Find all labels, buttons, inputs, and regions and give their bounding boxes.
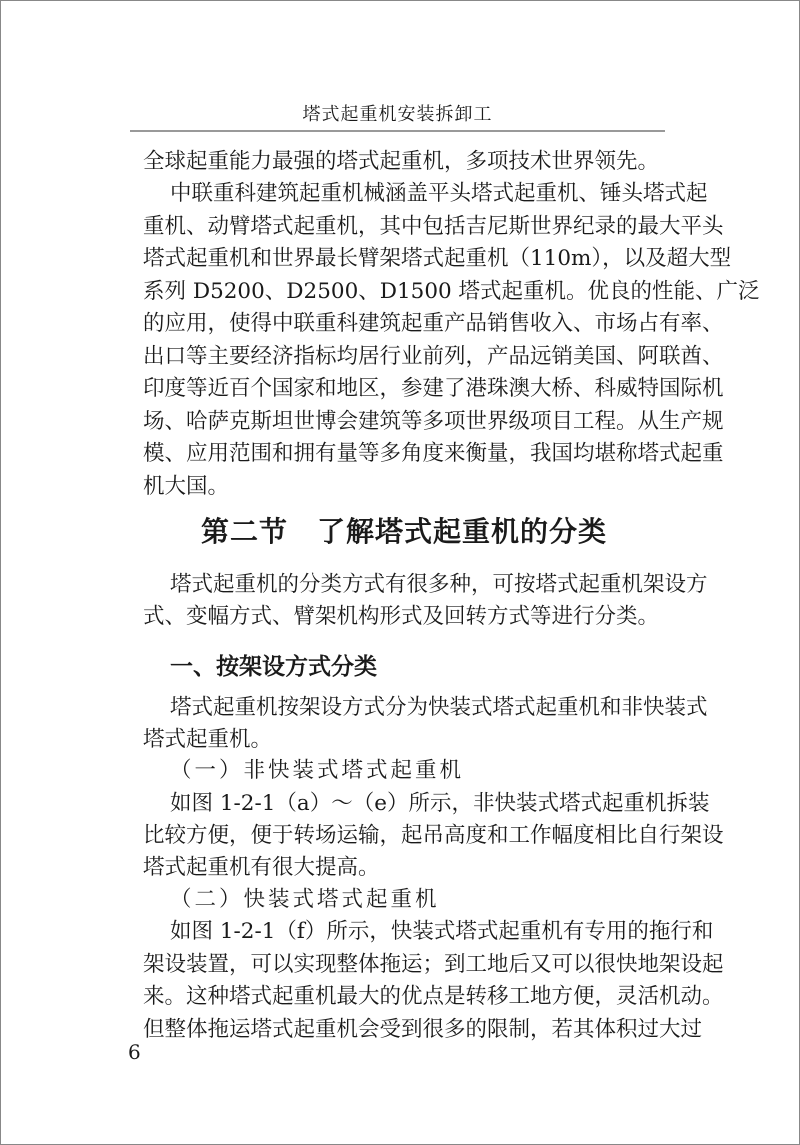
text-line: 印度等近百个国家和地区，参建了港珠澳大桥、科威特国际机 [143, 376, 724, 401]
text-line: 塔式起重机和世界最长臂架塔式起重机（110m），以及超大型 [143, 246, 732, 271]
text-line: 场、哈萨克斯坦世博会建筑等多项世界级项目工程。从生产规 [143, 409, 724, 434]
text-line: 塔式起重机有很大提高。 [143, 855, 380, 880]
text-line: 如图 1-2-1（a）～（e）所示，非快装式塔式起重机拆装 [170, 791, 710, 816]
page-number: 6 [128, 1040, 141, 1064]
text-line: 式、变幅方式、臂架机构形式及回转方式等进行分类。 [143, 604, 660, 629]
header-rule [130, 130, 665, 132]
text-line: 如图 1-2-1（f）所示，快装式塔式起重机有专用的拖行和 [170, 919, 714, 944]
text-line: 的应用，使得中联重科建筑起重产品销售收入、市场占有率、 [143, 311, 724, 336]
text-line: 来。这种塔式起重机最大的优点是转移工地方便，灵活机动。 [143, 984, 724, 1009]
text-line: 但整体拖运塔式起重机会受到很多的限制，若其体积过大过 [143, 1017, 703, 1042]
text-line: 塔式起重机。 [143, 727, 273, 752]
text-line: 全球起重能力最强的塔式起重机，多项技术世界领先。 [143, 149, 660, 174]
item-heading: （二）快装式塔式起重机 [170, 887, 440, 912]
text-line: 中联重科建筑起重机械涵盖平头塔式起重机、锤头塔式起 [170, 181, 708, 206]
subsection-heading: 一、按架设方式分类 [170, 654, 377, 680]
text-line: 塔式起重机按架设方式分为快装式塔式起重机和非快装式 [170, 695, 708, 720]
text-line: 塔式起重机的分类方式有很多种，可按塔式起重机架设方 [170, 572, 708, 597]
text-line: 重机、动臂塔式起重机，其中包括吉尼斯世界纪录的最大平头 [143, 214, 724, 239]
section-heading: 第二节 了解塔式起重机的分类 [200, 515, 607, 548]
text-line: 比较方便，便于转场运输，起吊高度和工作幅度相比自行架设 [143, 823, 724, 848]
text-line: 系列 D5200、D2500、D1500 塔式起重机。优良的性能、广泛 [143, 279, 760, 304]
text-line: 架设装置，可以实现整体拖运；到工地后又可以很快地架设起 [143, 952, 724, 977]
text-line: 机大国。 [143, 474, 230, 499]
text-line: 模、应用范围和拥有量等多角度来衡量，我国均堪称塔式起重 [143, 441, 724, 466]
running-header: 塔式起重机安装拆卸工 [302, 104, 493, 125]
text-line: 出口等主要经济指标均居行业前列，产品远销美国、阿联酋、 [143, 344, 724, 369]
item-heading: （一）非快装式塔式起重机 [170, 758, 465, 783]
